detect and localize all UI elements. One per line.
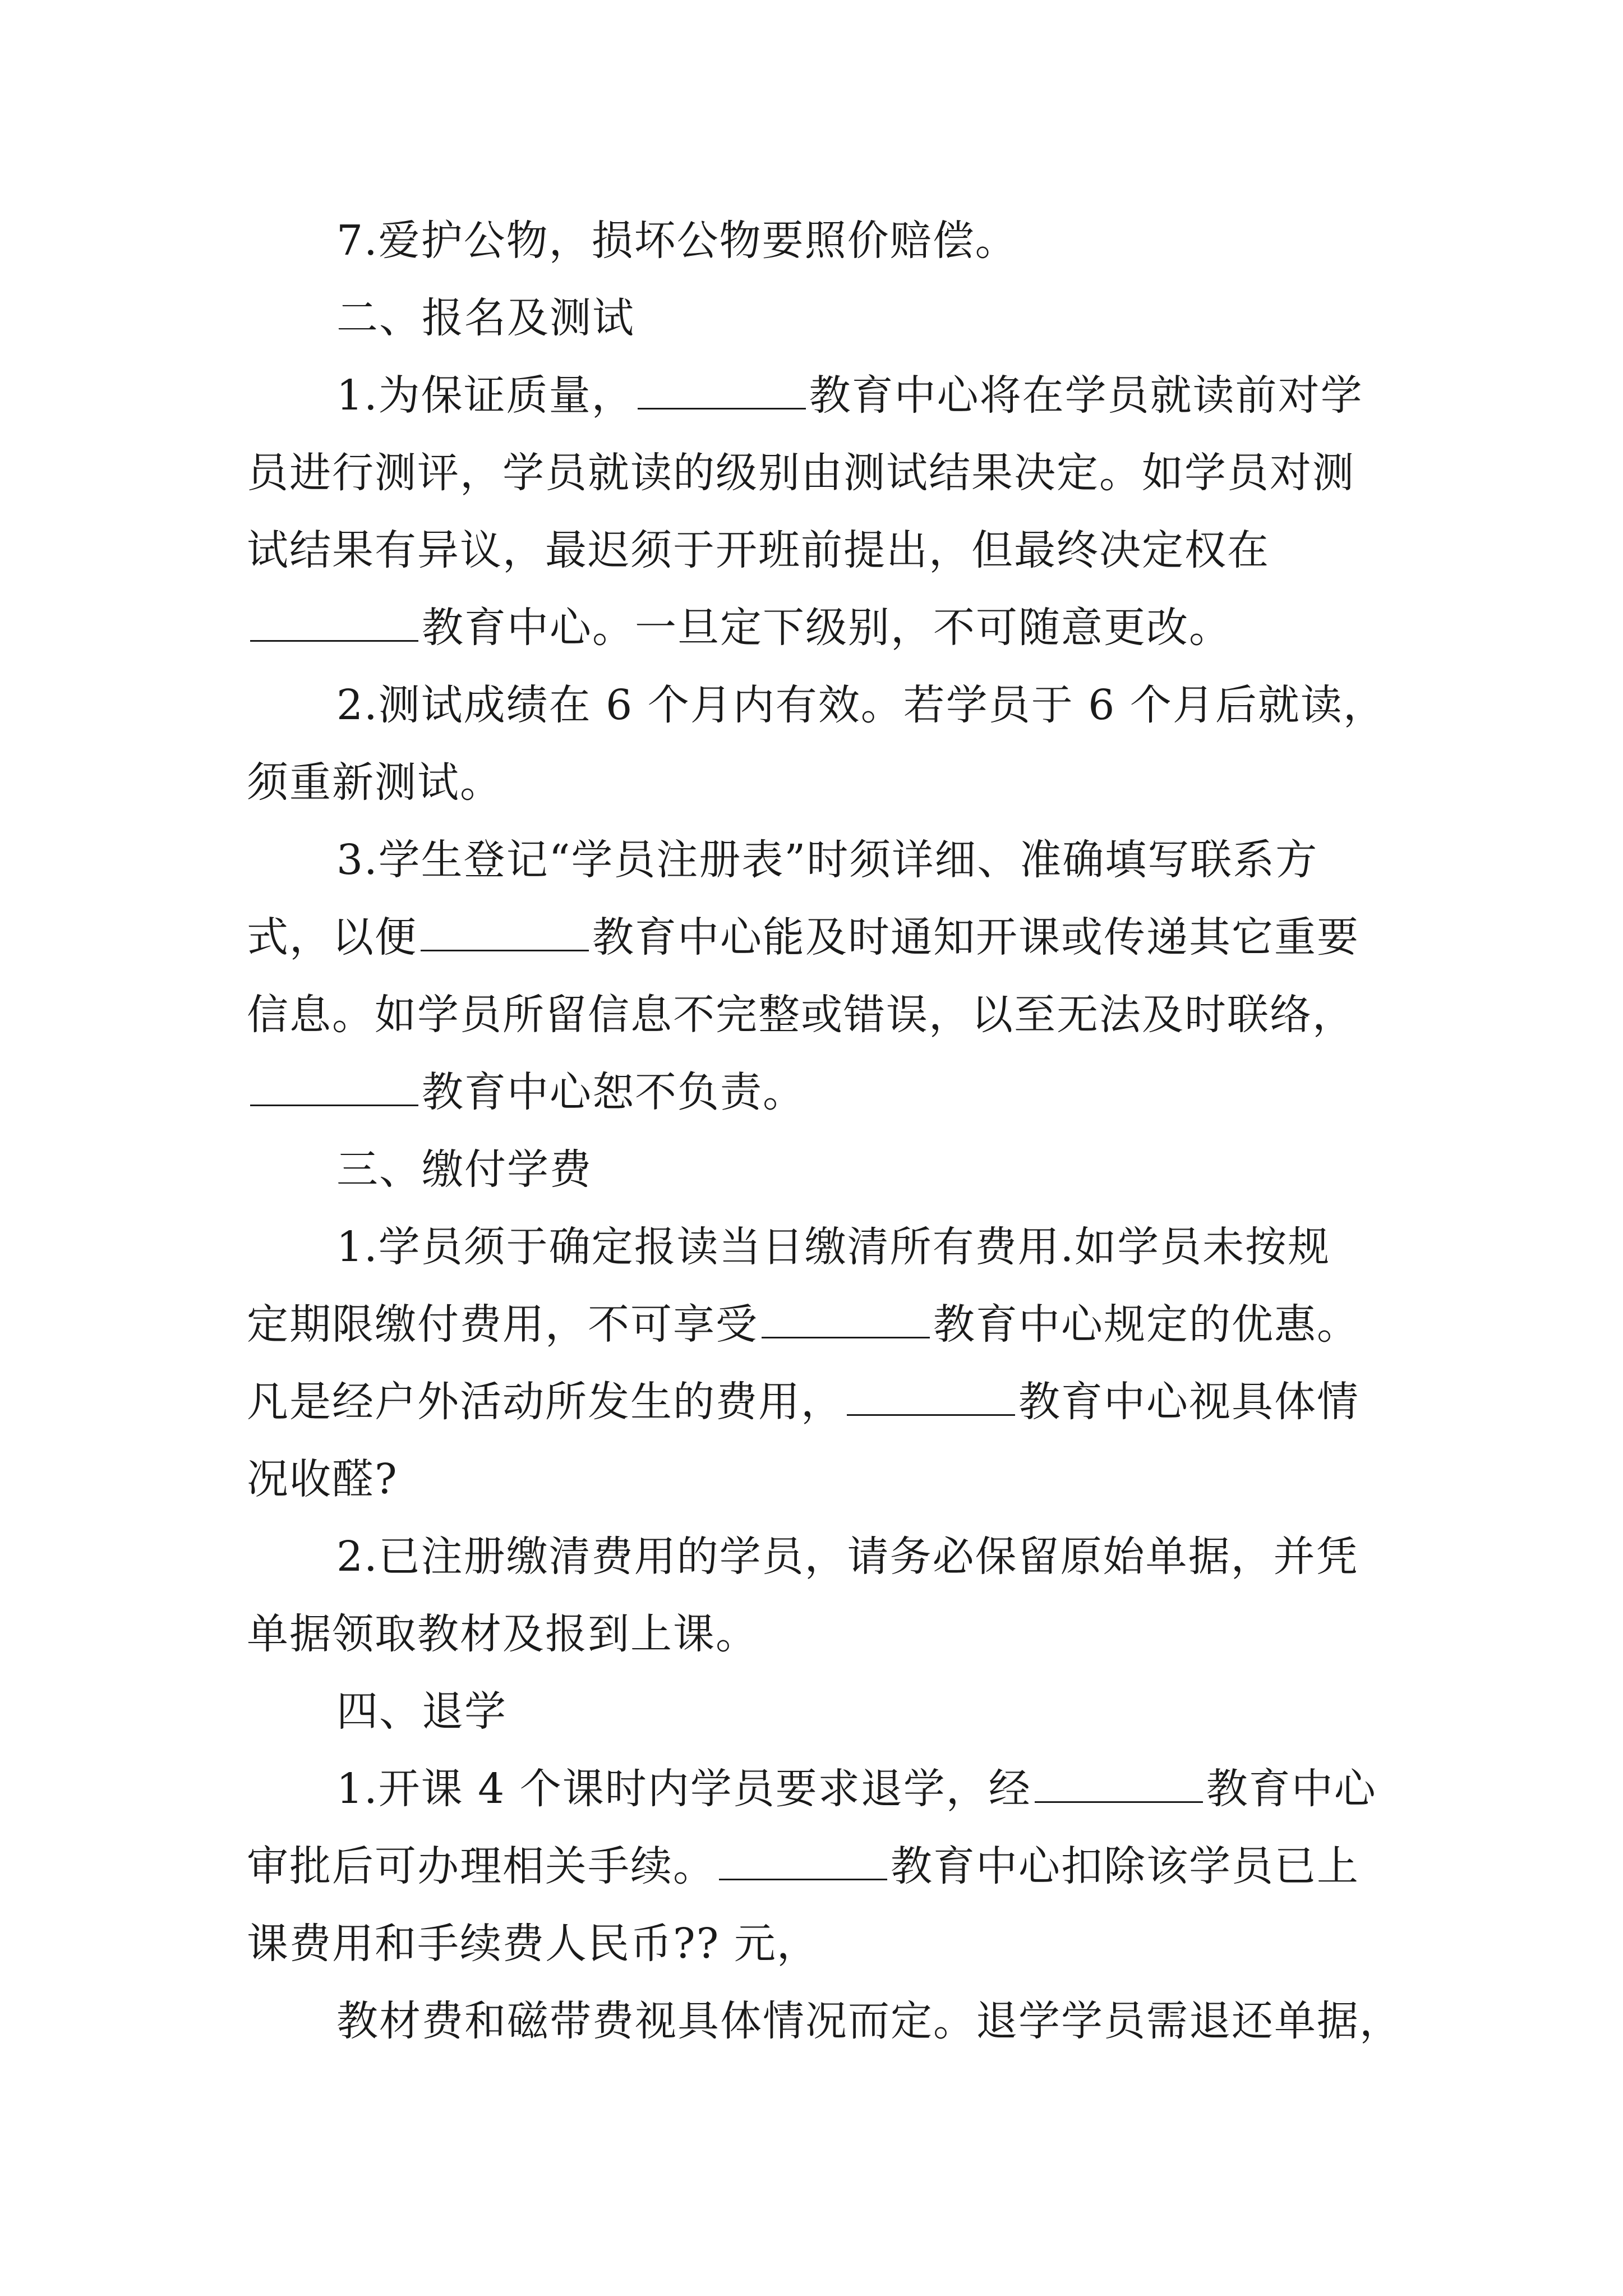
text-line <box>247 1131 1385 1208</box>
text-segment: 教育中心扣除该学员已上 <box>891 1842 1359 1890</box>
fill-in-blank <box>1035 1760 1203 1803</box>
text-line <box>247 1595 1385 1673</box>
text-line <box>247 821 1385 899</box>
text-line <box>247 279 1385 357</box>
text-line <box>247 589 1385 666</box>
text-segment: 试结果有异议，最迟须于开班前提出，但最终决定权在 <box>247 526 1270 574</box>
text-line <box>247 1441 1385 1518</box>
text-segment: 教育中心视具体情 <box>1018 1378 1359 1426</box>
text-line <box>247 976 1385 1053</box>
text-segment: 课费用和手续费人民币?? 元， <box>247 1920 819 1968</box>
text-line <box>247 434 1385 512</box>
text-segment: 教育中心能及时通知开课或传递其它重要 <box>592 913 1359 961</box>
text-segment: 2.已注册缴清费用的学员，请务必保留原始单据，并凭 <box>336 1533 1359 1581</box>
text-segment: 信息。如学员所留信息不完整或错误，以至无法及时联络， <box>247 991 1355 1039</box>
text-line <box>247 1905 1385 1982</box>
text-segment: 教育中心规定的优惠。 <box>933 1300 1359 1349</box>
text-line <box>247 357 1385 434</box>
fill-in-blank <box>250 599 418 642</box>
text-line <box>247 899 1385 976</box>
text-segment: 员进行测评，学员就读的级别由测试结果决定。如学员对测 <box>247 449 1355 497</box>
text-line <box>247 1053 1385 1131</box>
fill-in-blank <box>421 908 589 951</box>
text-segment: 四、退学 <box>336 1687 507 1736</box>
text-segment: 教育中心将在学员就读前对学 <box>809 371 1363 420</box>
text-segment: 教材费和磁带费视具体情况而定。退学学员需退还单据， <box>336 1997 1402 2045</box>
fill-in-blank <box>847 1373 1015 1416</box>
text-segment: 教育中心恕不负责。 <box>422 1068 805 1116</box>
text-segment: 须重新测试。 <box>247 758 502 807</box>
text-segment: 单据领取教材及报到上课。 <box>247 1610 758 1658</box>
text-segment: 7.爱护公物，损坏公物要照价赔偿。 <box>336 217 1018 265</box>
fill-in-blank <box>762 1295 930 1338</box>
text-line <box>247 1518 1385 1595</box>
text-segment: 定期限缴付费用，不可享受 <box>247 1300 758 1349</box>
text-segment: 二、报名及测试 <box>336 294 635 342</box>
text-segment: 式，以便 <box>247 913 417 961</box>
text-line <box>247 1828 1385 1905</box>
text-segment: 三、缴付学费 <box>336 1145 592 1194</box>
text-line <box>247 666 1385 744</box>
text-segment: 1.开课 4 个课时内学员要求退学，经 <box>336 1765 1031 1813</box>
fill-in-blank <box>638 366 806 409</box>
fill-in-blank <box>250 1063 418 1106</box>
text-segment: 2.测试成绩在 6 个月内有效。若学员于 6 个月后就读， <box>336 681 1386 729</box>
document-body <box>247 202 1402 2060</box>
text-segment: 况收醛? <box>247 1455 398 1503</box>
text-line <box>247 1286 1385 1363</box>
text-segment: 凡是经户外活动所发生的费用， <box>247 1378 843 1426</box>
text-segment: 3.学生登记“学员注册表”时须详细、准确填写联系方 <box>336 836 1318 884</box>
text-line <box>247 1363 1385 1441</box>
text-line <box>247 744 1385 821</box>
text-segment: 1.学员须于确定报读当日缴清所有费用.如学员未按规 <box>336 1223 1331 1271</box>
text-line <box>247 1982 1402 2060</box>
fill-in-blank <box>719 1837 887 1880</box>
text-segment: 教育中心。一旦定下级别，不可随意更改。 <box>422 604 1232 652</box>
text-segment: 教育中心 <box>1206 1765 1377 1813</box>
text-line <box>247 1750 1385 1828</box>
text-line <box>247 1208 1385 1286</box>
text-line <box>247 202 1385 279</box>
text-line <box>247 512 1385 589</box>
text-segment: 1.为保证质量， <box>336 371 634 420</box>
text-line <box>247 1673 1385 1750</box>
text-segment: 审批后可办理相关手续。 <box>247 1842 716 1890</box>
